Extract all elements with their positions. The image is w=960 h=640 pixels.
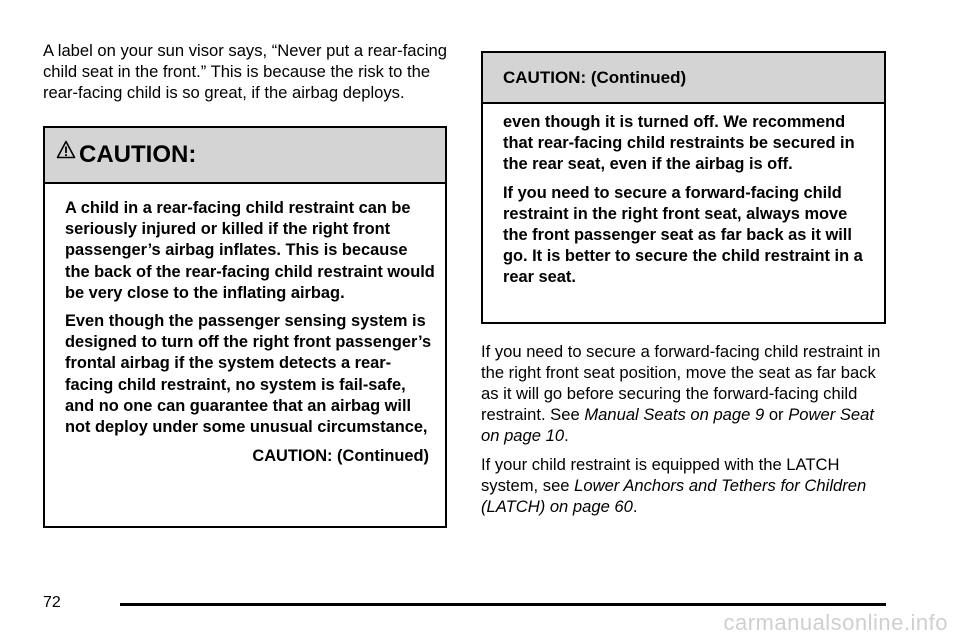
caution-paragraph: A child in a rear-facing child restraint can be seriously injured or killed if the right front passenger’s airbag inflates. This is because the back of the rear-facing child restraint would be very close to the inflating airbag. (65, 199, 435, 302)
right-body-text (481, 341, 886, 517)
caution-box (43, 126, 447, 528)
caution-paragraph: even though it is turned off. We recommend that rear-facing child restraints be secured in the rear seat, even if the airbag is off. (503, 113, 855, 174)
power-seat-reference: Power Seat on page 10 (481, 405, 874, 445)
left-column (43, 40, 447, 528)
watermark: carmanualsonline.info (723, 610, 948, 635)
warning-triangle-icon (56, 140, 76, 159)
intro-paragraph: A label on your sun visor says, “Never put a rear-facing child seat in the front.” This is because the risk to the rear-facing child is so great, if the airbag deploys. (43, 41, 447, 102)
caution-continued-body (483, 104, 884, 289)
caution-continued-header (483, 53, 884, 104)
paragraph-end: . (564, 426, 569, 445)
paragraph-text: If your child restraint is equipped with the LATCH system, see (481, 455, 840, 495)
caution-body (45, 184, 445, 467)
right-column (481, 51, 886, 525)
caution-paragraph: Even though the passenger sensing system is designed to turn off the right front passenger’s frontal airbag if the system detects a rear-facing child restraint, no system is fail-safe, and no one can guarantee that an airbag will not deploy under some unusual circumstance, (65, 312, 432, 437)
caution-continued-label: CAUTION: (Continued) (252, 447, 429, 466)
manual-seats-reference: Manual Seats on page 9 (584, 405, 765, 424)
caution-continued-box (481, 51, 886, 324)
page-number: 72 (43, 594, 61, 611)
paragraph-joiner: or (764, 405, 789, 424)
forward-facing-paragraph (481, 341, 886, 446)
caution-header (45, 128, 445, 184)
caution-paragraph: If you need to secure a forward-facing child restraint in the right front seat, always move the front passenger seat as far back as it will go. It is better to secure the child restraint in a rear seat. (503, 183, 863, 287)
paragraph-text: If you need to secure a forward-facing child restraint in the right front seat position, move the seat as far back as it will go before securing the forward-facing child restraint. See (481, 342, 881, 424)
caution-title: CAUTION: (79, 141, 197, 168)
footer-rule (120, 603, 886, 606)
latch-paragraph (481, 454, 886, 517)
latch-reference: Lower Anchors and Tethers for Children (LATCH) on page 60 (481, 476, 867, 516)
paragraph-end: . (632, 497, 638, 516)
caution-continued-title: CAUTION: (Continued) (503, 67, 687, 87)
